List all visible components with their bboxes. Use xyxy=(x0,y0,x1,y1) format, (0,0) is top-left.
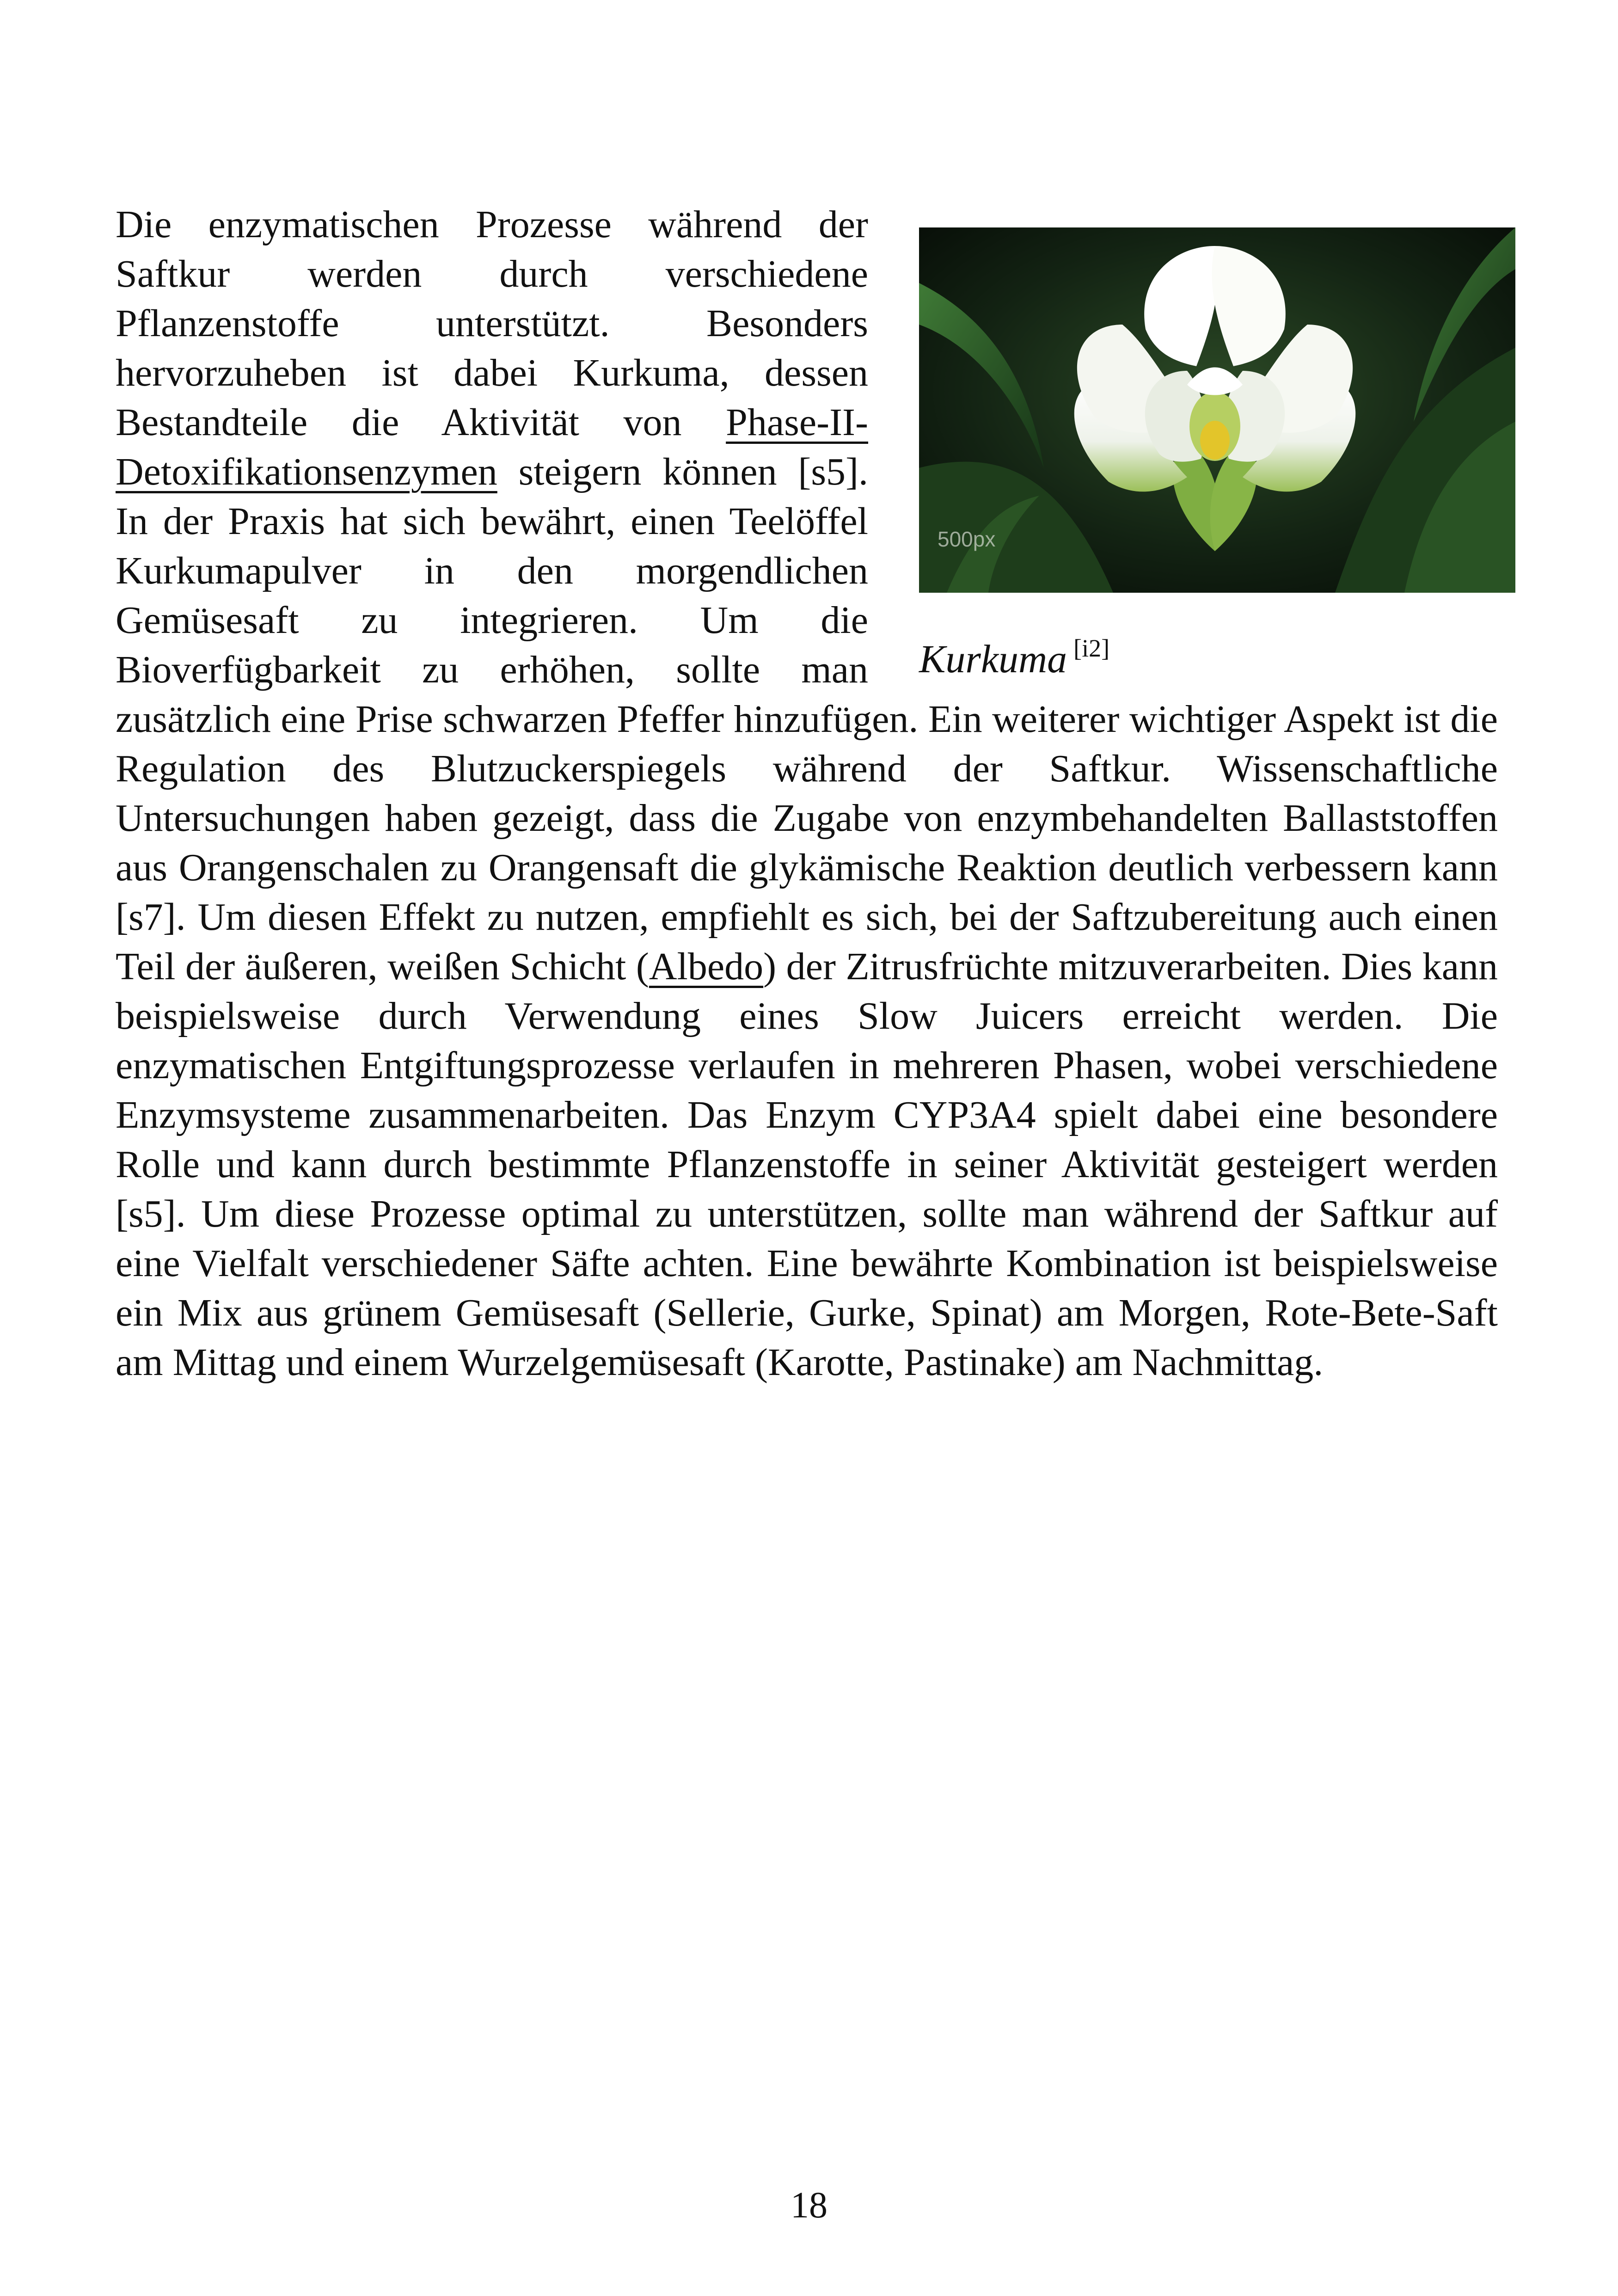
page-number: 18 xyxy=(791,2185,827,2226)
flower-illustration xyxy=(919,227,1515,593)
turmeric-flower-photo xyxy=(919,227,1515,593)
paragraph-text-1: Die enzymatischen Prozesse während der Saftkur werden durch verschiedene Pflanzenstoffe unterstützt. Besonders hervorzuheben ist dabei Kurkuma, dessen Bestandteile die Aktivität von xyxy=(116,203,868,444)
caption-text: Kurkuma xyxy=(919,637,1067,681)
paragraph-text-2: steigern können [s5]. In der Praxis hat sich bewährt, einen Teelöffel Kurkumapulver in den morgendlichen Gemüsesaft zu integrieren. Um die Bioverfügbarkeit zu erhöhen, sollte man zusätzlich eine Prise schwarzen Pfeffer hinzufügen. Ein weiterer wichtiger Aspekt ist die Regulation des Blutzuckerspiegels während der Saftkur. Wissenschaftliche Untersuchungen haben gezeigt, dass die Zugabe von enzymbehandelten Ballaststoffen aus Orangenschalen zu Orangensaft die glykämische Reaktion deutlich verbessern kann [s7]. Um diesen Effekt zu nutzen, empfiehlt es sich, bei der Saftzubereitung auch einen Teil der äußeren, weißen Schicht ( xyxy=(116,450,1498,988)
caption-reference: [i2] xyxy=(1073,634,1110,662)
body-text xyxy=(116,200,1498,1387)
figure-caption xyxy=(919,625,1515,682)
figure xyxy=(919,227,1515,682)
link-albedo[interactable]: Albedo xyxy=(649,945,764,988)
watermark-text: 500px xyxy=(938,527,996,551)
link-phase-ii-detoxification[interactable]: Phase-II-Detoxifikationsenzymen xyxy=(116,401,868,493)
paragraph-text-3: ) der Zitrusfrüchte mitzuverarbeiten. Dies kann beispielsweise durch Verwendung eines Slow Juicers erreicht werden. Die enzymatischen Entgiftungsprozesse verlaufen in mehreren Phasen, wobei verschiedene Enzymsysteme zusammenarbeiten. Das Enzym CYP3A4 spielt dabei eine besondere Rolle und kann durch bestimmte Pflanzenstoffe in seiner Aktivität gesteigert werden [s5]. Um diese Prozesse optimal zu unterstützen, sollte man während der Saftkur auf eine Vielfalt verschiedener Säfte achten. Eine bewährte Kombination ist beispielsweise ein Mix aus grünem Gemüsesaft (Sellerie, Gurke, Spinat) am Morgen, Rote-Bete-Saft am Mittag und einem Wurzelgemüsesaft (Karotte, Pastinake) am Nachmittag. xyxy=(116,945,1498,1384)
